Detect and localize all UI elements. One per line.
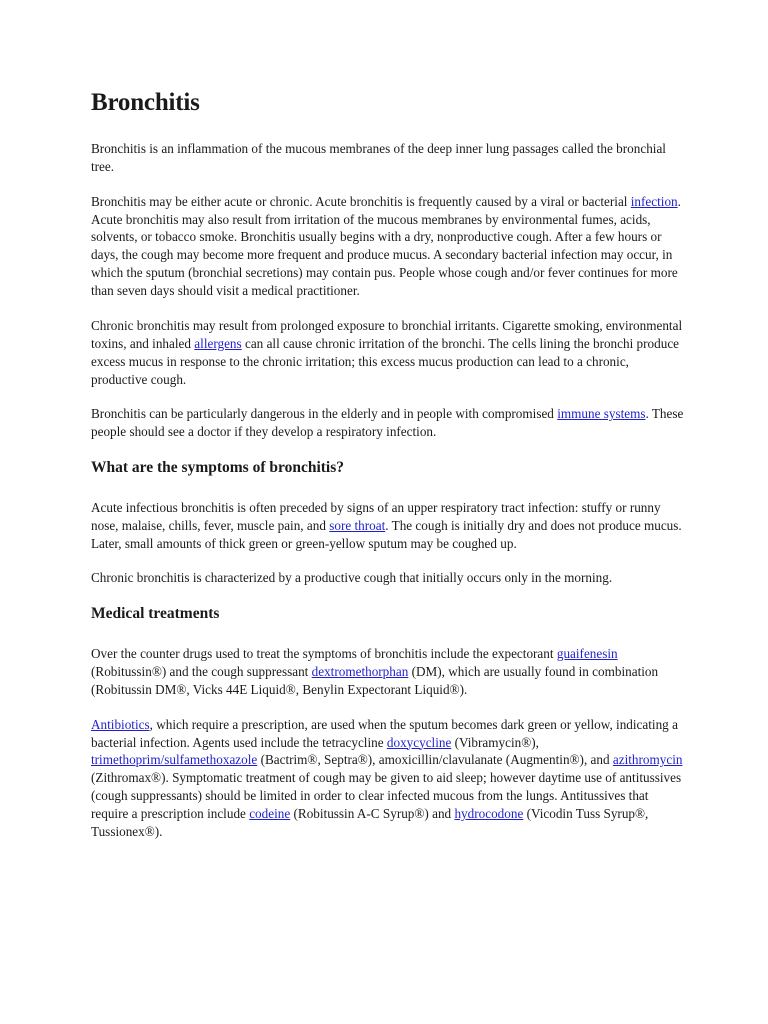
paragraph-acute-chronic [91,193,688,300]
link-codeine[interactable]: codeine [249,806,291,822]
text: (Robitussin A-C Syrup®) and [290,806,455,822]
text: Bronchitis may be either acute or chronic. Acute bronchitis is frequently caused by a viral or bacterial [91,193,631,209]
heading-symptoms: What are the symptoms of bronchitis? [91,458,345,476]
text: (Vicodin Tuss Syrup®, Tussionex®). [91,806,649,840]
text: (Vibramycin®), [451,734,539,750]
paragraph-definition: Bronchitis is an inflammation of the mucous membranes of the deep inner lung passages called the bronchial tree. [91,141,666,174]
paragraph-antibiotics [91,716,688,841]
link-trimethoprim-sulfamethoxazole[interactable]: trimethoprim/sulfamethoxazole [91,752,258,768]
heading-treatments: Medical treatments [91,605,220,623]
text: . Acute bronchitis may also result from irritation of the mucous membranes by environmental fumes, acids, solvents, or tobacco smoke. Bronchitis usually begins with a dry, nonproductive cough. After a few hours or days, the cough may become more frequent and produce mucus. A secondary bacterial infection may occur, in which the sputum (bronchial secretions) may contain pus. People whose cough and/or fever continues for more than seven days should visit a medical practitioner. [91,193,681,299]
text: (Zithromax®). Symptomatic treatment of cough may be given to aid sleep; however daytime use of antitussives (cough suppressants) should be limited in order to clear infected mucous from the lungs. Antitussives that require a prescription include [91,770,682,822]
link-guaifenesin[interactable]: guaifenesin [556,646,618,662]
paragraph-chronic-symptoms: Chronic bronchitis is characterized by a productive cough that initially occurs only in the morning. [91,570,613,586]
link-sore-throat[interactable]: sore throat [329,517,386,533]
text: Acute infectious bronchitis is often preceded by signs of an upper respiratory tract infection: stuffy or runny nose, malaise, chills, fever, muscle pain, and [91,499,661,533]
link-azithromycin[interactable]: azithromycin [612,752,683,768]
link-infection[interactable]: infection [630,193,678,209]
text: , which require a prescription, are used when the sputum becomes dark green or yellow, indicating a bacterial infection. Agents used include the tetracycline [91,716,678,750]
text: (DM), which are usually found in combination (Robitussin DM®, Vicks 44E Liquid®, Benylin Expectorant Liquid®). [91,664,659,697]
page-title: Bronchitis [91,89,200,116]
text: (Bactrim®, Septra®), amoxicillin/clavulanate (Augmentin®), and [257,752,613,768]
link-antibiotics[interactable]: Antibiotics [91,716,150,732]
paragraph-otc-drugs [91,645,688,699]
link-allergens[interactable]: allergens [194,335,242,351]
text: Bronchitis can be particularly dangerous in the elderly and in people with compromised [91,406,558,422]
text: . The cough is initially dry and does not produce mucus. Later, small amounts of thick green or green-yellow sputum may be coughed up. [91,517,682,551]
paragraph-acute-symptoms [91,499,688,553]
link-hydrocodone[interactable]: hydrocodone [454,806,524,822]
link-doxycycline[interactable]: doxycycline [386,734,452,750]
paragraph-dangerous [91,405,688,441]
text: can all cause chronic irritation of the bronchi. The cells lining the bronchi produce excess mucus in response to the chronic irritation; this excess mucus production can lead to a chronic, productive cough. [91,335,680,387]
paragraph-chronic-cause [91,317,688,389]
text: Over the counter drugs used to treat the symptoms of bronchitis include the expectorant [91,646,557,662]
text: (Robitussin®) and the cough suppressant [91,664,312,679]
text: Chronic bronchitis may result from prolonged exposure to bronchial irritants. Cigarette smoking, environmental toxins, and inhaled [91,317,683,351]
text: . These people should see a doctor if they develop a respiratory infection. [91,406,684,440]
link-dextromethorphan[interactable]: dextromethorphan [311,664,409,679]
link-immune-systems[interactable]: immune systems [557,406,646,422]
